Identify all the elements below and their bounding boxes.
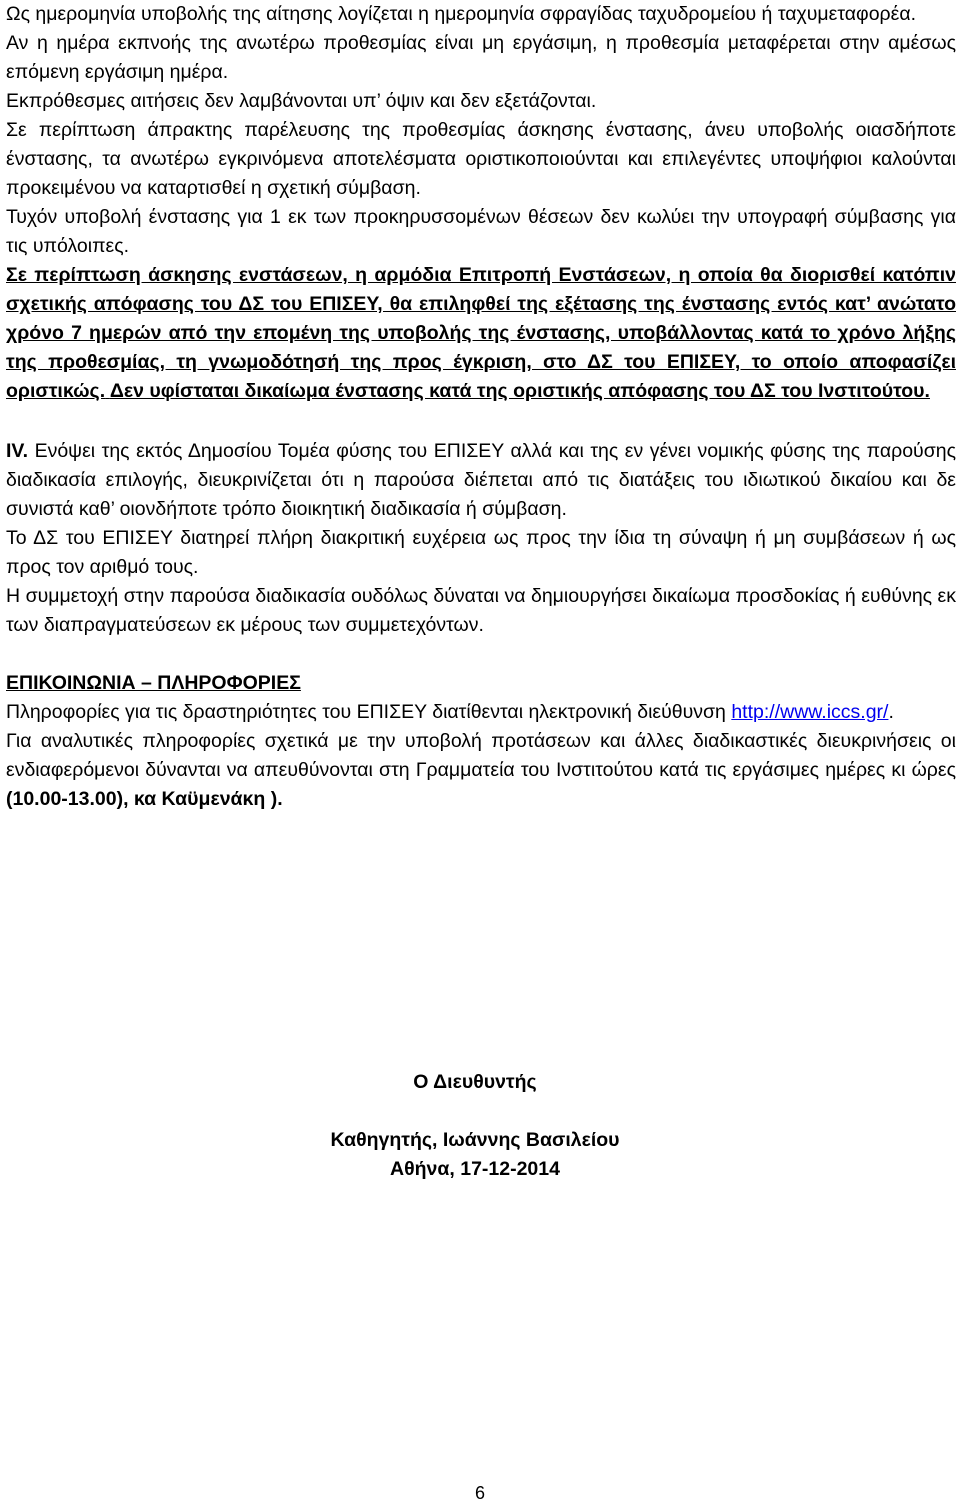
page-number: 6: [474, 1483, 485, 1503]
spacer: [6, 640, 956, 669]
contact-details-paragraph: [6, 727, 956, 814]
contact-hours-text: (10.00-13.00), κα Καϋμενάκη ).: [6, 788, 283, 810]
contact-details-text: Για αναλυτικές πληροφορίες σχετικά με την υποβολή προτάσεων και άλλες διαδικαστικές διευκρινήσεις οι ενδιαφερόμενοι δύνανται να απευθύνονται στη Γραμματεία του Ινστιτούτου κατά τις εργάσιμες ημέρες κι ώρες: [6, 730, 956, 781]
submission-date-paragraph: Ως ημερομηνία υποβολής της αίτησης λογίζεται η ημερομηνία σφραγίδας ταχυδρομείου ή ταχυμεταφορέα.: [6, 3, 917, 25]
place-date: Αθήνα, 17-12-2014: [390, 1158, 560, 1180]
website-link[interactable]: http://www.iccs.gr/: [731, 701, 889, 723]
no-objection-paragraph: Σε περίπτωση άπρακτης παρέλευσης της προθεσμίας άσκησης ένστασης, άνευ υποβολής οιασδήποτε ένστασης, τα ανωτέρω εγκρινόμενα αποτελέσματα οριστικοποιούνται και επιλεγέντες υποψήφιοι καλούνται προκειμένου να καταρτισθεί η σχετική σύμβαση.: [6, 119, 956, 199]
document-page: [6, 0, 956, 814]
section-iv-paragraph: [6, 437, 956, 524]
objection-committee-paragraph: [6, 261, 956, 406]
section-iv-text: Ενόψει της εκτός Δημοσίου Τομέα φύσης του ΕΠΙΣΕΥ αλλά και της εν γένει νομικής φύσης της παρούσης διαδικασία επιλογής, διευκρινίζεται ότι η παρούσα διέπεται από τις διατάξεις του ιδιωτικού δικαίου και δε συνιστά καθ’ οιονδήποτε τρόπο διοικητική διαδικασία ή σύμβαση.: [6, 440, 957, 520]
section-iv-label: IV.: [6, 440, 29, 462]
spacer: [6, 406, 956, 437]
deadline-extension-paragraph: Αν η ημέρα εκπνοής της ανωτέρω προθεσμίας είναι μη εργάσιμη, η προθεσμία μεταφέρεται στην αμέσως επόμενη εργάσιμη ημέρα.: [6, 32, 956, 83]
director-name: Καθηγητής, Ιωάννης Βασιλείου: [330, 1129, 620, 1151]
board-discretion-paragraph: Το ΔΣ του ΕΠΙΣΕΥ διατηρεί πλήρη διακριτική ευχέρεια ως προς την ίδια τη σύναψη ή μη συμβάσεων ή ως προς τον αριθμό τους.: [6, 527, 956, 578]
contact-info-paragraph: [6, 698, 956, 727]
partial-objection-paragraph: Τυχόν υποβολή ένστασης για 1 εκ των προκηρυσσομένων θέσεων δεν κωλύει την υπογραφή σύμβασης για τις υπόλοιπες.: [6, 206, 956, 257]
no-appeal-text: Δεν υφίσταται δικαίωμα ένστασης κατά της οριστικής απόφασης του ΔΣ του Ινστιτούτου.: [109, 380, 930, 402]
contact-heading: ΕΠΙΚΟΙΝΩΝΙΑ – ΠΛΗΡΟΦΟΡΙΕΣ: [6, 672, 301, 694]
contact-info-text: Πληροφορίες για τις δραστηριότητες του ΕΠΙΣΕΥ διατίθενται ηλεκτρονική διεύθυνση: [6, 701, 726, 723]
director-title: Ο Διευθυντής: [413, 1071, 537, 1093]
signature-block: [0, 1126, 950, 1184]
objection-committee-text: Σε περίπτωση άσκησης ενστάσεων, η αρμόδια Επιτροπή Ενστάσεων, η οποία θα διορισθεί κατόπιν σχετικής απόφασης του ΔΣ του ΕΠΙΣΕΥ, θα επιληφθεί της εξέτασης της ένστασης εντός κατ’ ανώτατο χρόνο 7 ημερών από την επομένη της υποβολής της ένστασης, υποβάλλοντας κατά το χρόνο λήξης της προθεσμίας, τη γνωμοδότησή της προς έγκριση, στο ΔΣ του ΕΠΙΣΕΥ, το οποίο αποφασίζει οριστικώς.: [6, 264, 956, 402]
late-applications-paragraph: Εκπρόθεσμες αιτήσεις δεν λαμβάνονται υπ’ όψιν και δεν εξετάζονται.: [6, 90, 597, 112]
no-expectation-paragraph: Η συμμετοχή στην παρούσα διαδικασία ουδόλως δύναται να δημιουργήσει δικαίωμα προσδοκίας ή ευθύνης εκ των διαπραγματεύσεων εκ μέρους των συμμετεχόντων.: [6, 585, 956, 636]
website-link-suffix: .: [888, 701, 894, 723]
